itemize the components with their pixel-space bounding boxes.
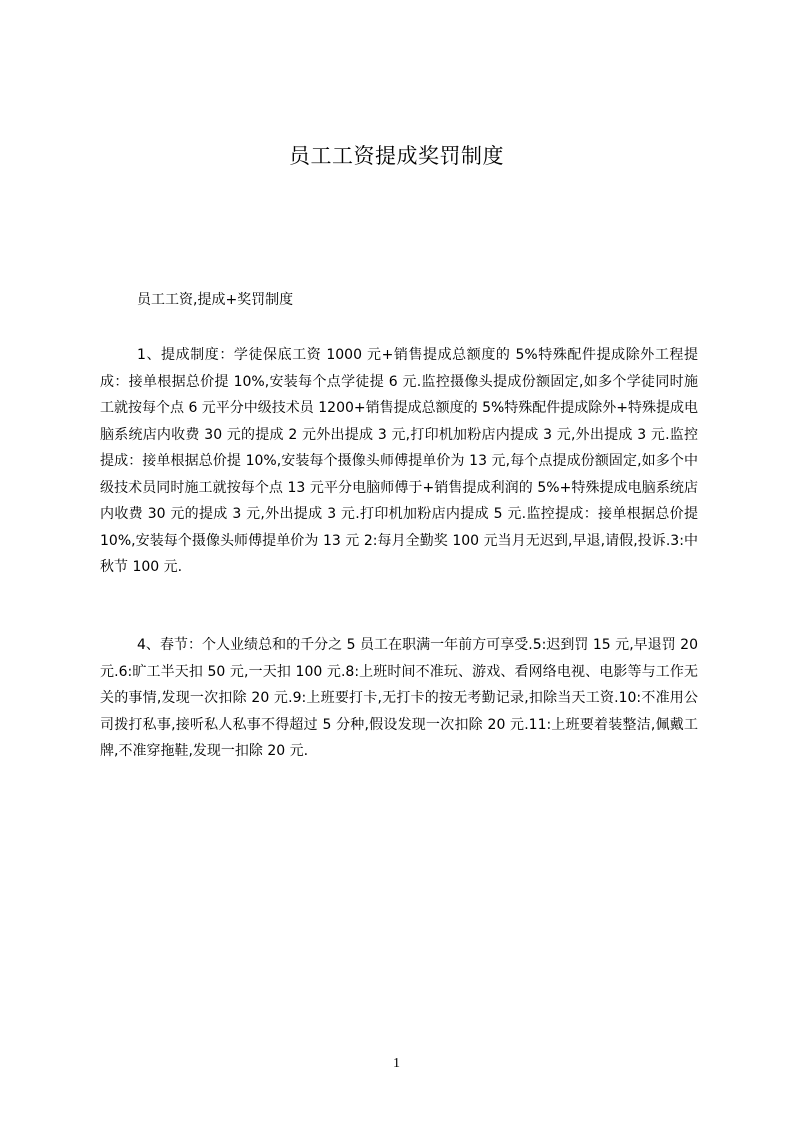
paragraph-commission: 1、提成制度：学徒保底工资 1000 元+销售提成总额度的 5%特殊配件提成除外工程提成：接单根据总价提 10%,安装每个点学徒提 6 元.监控摄像头提成份额固定,如多个学徒同时施工就按每个点 6 元平分中级技术员 1200+销售提成总额度的 5%特殊配件提成除外+特殊提成电脑系统店内收费 30 元的提成 2 元外出提成 3 元,打印机加粉店内提成 3 元,外出提成 3 元.监控提成：接单根据总价提 10%,安装每个摄像头师傅提单价为 13 元,每个点提成份额固定,如多个中级技术员同时施工就按每个点 13 元平分电脑师傅于+销售提成利润的 5%+特殊提成电脑系统店内收费 30 元的提成 3 元,外出提成 3 元.打印机加粉店内提成 5 元.监控提成：接单根据总价提 10%,安装每个摄像头师傅提单价为 13 元 2:每月全勤奖 100 元当月无迟到,早退,请假,投诉.3:中秋节 100 元. [100, 347, 699, 575]
page-number: 1 [393, 1056, 400, 1071]
page-title: 员工工资提成奖罚制度 [289, 144, 504, 168]
document-subtitle: 员工工资,提成+奖罚制度 [137, 292, 294, 308]
paragraph-rewards-penalties: 4、春节：个人业绩总和的千分之 5 员工在职满一年前方可享受.5:迟到罚 15 元,早退罚 20 元.6:旷工半天扣 50 元,一天扣 100 元.8:上班时间不准玩、游戏、看网络电视、电影等与工作无关的事情,发现一次扣除 20 元.9:上班要打卡,无打卡的按无考勤记录,扣除当天工资.10:不准用公司拨打私事,接听私人私事不得超过 5 分种,假设发现一次扣除 20 元.11:上班要着装整洁,佩戴工牌,不准穿拖鞋,发现一扣除 20 元. [100, 637, 698, 759]
